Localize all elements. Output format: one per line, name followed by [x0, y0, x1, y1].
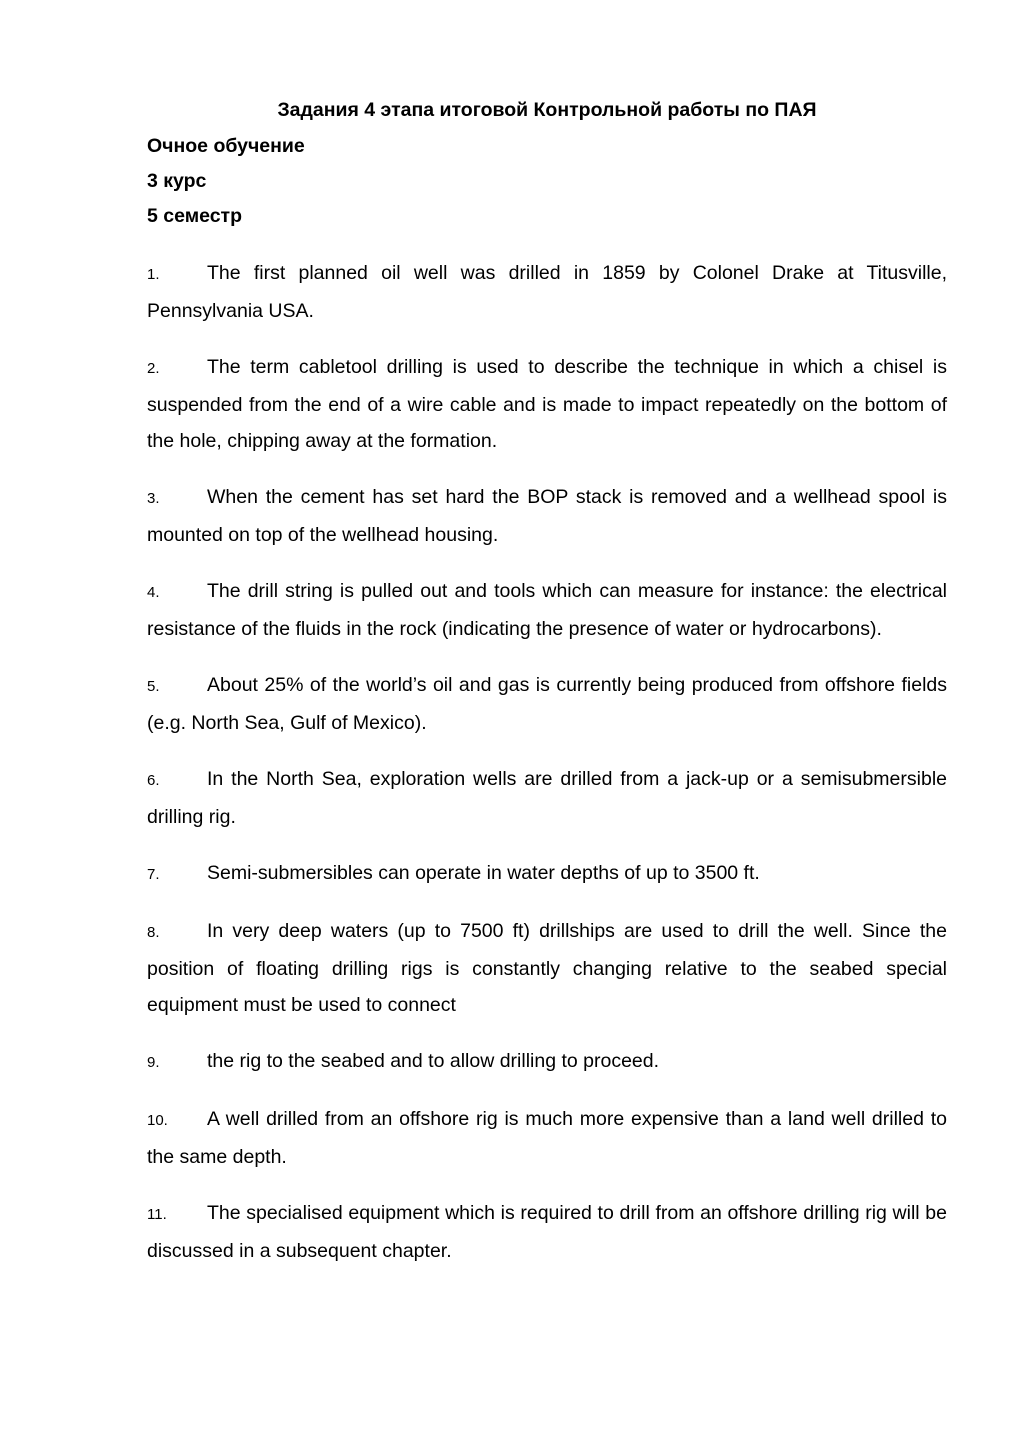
list-item: [147, 573, 947, 647]
list-item-text: When the cement has set hard the BOP stack is removed and a wellhead spool is mounted on top of the wellhead housing.: [147, 486, 947, 546]
list-item: [147, 761, 947, 835]
list-item-text: Semi-submersibles can operate in water depths of up to 3500 ft.: [207, 862, 760, 884]
list-item-text: The specialised equipment which is required to drill from an offshore drilling rig will be discussed in a subsequent chapter.: [147, 1202, 947, 1262]
list-item: [147, 667, 947, 741]
list-item: [147, 255, 947, 329]
list-item-text: In very deep waters (up to 7500 ft) drillships are used to drill the well. Since the position of floating drilling rigs is constantly changing relative to the seabed special equipment must be used to connect: [147, 920, 947, 1016]
list-item-number: 3.: [147, 490, 160, 507]
semester-label: 5 семестр: [147, 205, 243, 227]
list-item: [147, 1195, 947, 1269]
list-item-number: 11.: [147, 1206, 167, 1223]
list-item: [147, 349, 947, 459]
list-item-number: 8.: [147, 924, 160, 941]
list-item-number: 4.: [147, 584, 160, 601]
numbered-list: [147, 255, 947, 1289]
list-item-number: 6.: [147, 772, 160, 789]
list-item-number: 1.: [147, 266, 160, 283]
list-item: [147, 479, 947, 553]
list-item: [147, 855, 947, 893]
list-item-text: the rig to the seabed and to allow drilling to proceed.: [207, 1050, 660, 1072]
document-title: Задания 4 этапа итоговой Контрольной работы по ПАЯ: [277, 99, 817, 121]
list-item-text: In the North Sea, exploration wells are drilled from a jack-up or a semisubmersible drilling rig.: [147, 768, 947, 828]
course-label: 3 курс: [147, 170, 207, 192]
list-item: [147, 1101, 947, 1175]
list-item: [147, 1043, 947, 1081]
study-form-label: Очное обучение: [147, 135, 305, 157]
list-item-number: 5.: [147, 678, 160, 695]
list-item-number: 10.: [147, 1112, 168, 1129]
list-item-text: A well drilled from an offshore rig is much more expensive than a land well drilled to the same depth.: [147, 1108, 947, 1168]
list-item-number: 2.: [147, 360, 160, 377]
list-item: [147, 913, 947, 1023]
list-item-text: About 25% of the world’s oil and gas is currently being produced from offshore fields (e.g. North Sea, Gulf of Mexico).: [147, 674, 947, 734]
list-item-text: The term cabletool drilling is used to describe the technique in which a chisel is suspended from the end of a wire cable and is made to impact repeatedly on the bottom of the hole, chipping away at the formation.: [147, 356, 947, 452]
list-item-text: The drill string is pulled out and tools which can measure for instance: the electrical resistance of the fluids in the rock (indicating the presence of water or hydrocarbons).: [147, 580, 947, 640]
list-item-number: 9.: [147, 1054, 160, 1071]
list-item-text: The first planned oil well was drilled in 1859 by Colonel Drake at Titusville, Pennsylvania USA.: [147, 262, 947, 322]
list-item-number: 7.: [147, 866, 160, 883]
